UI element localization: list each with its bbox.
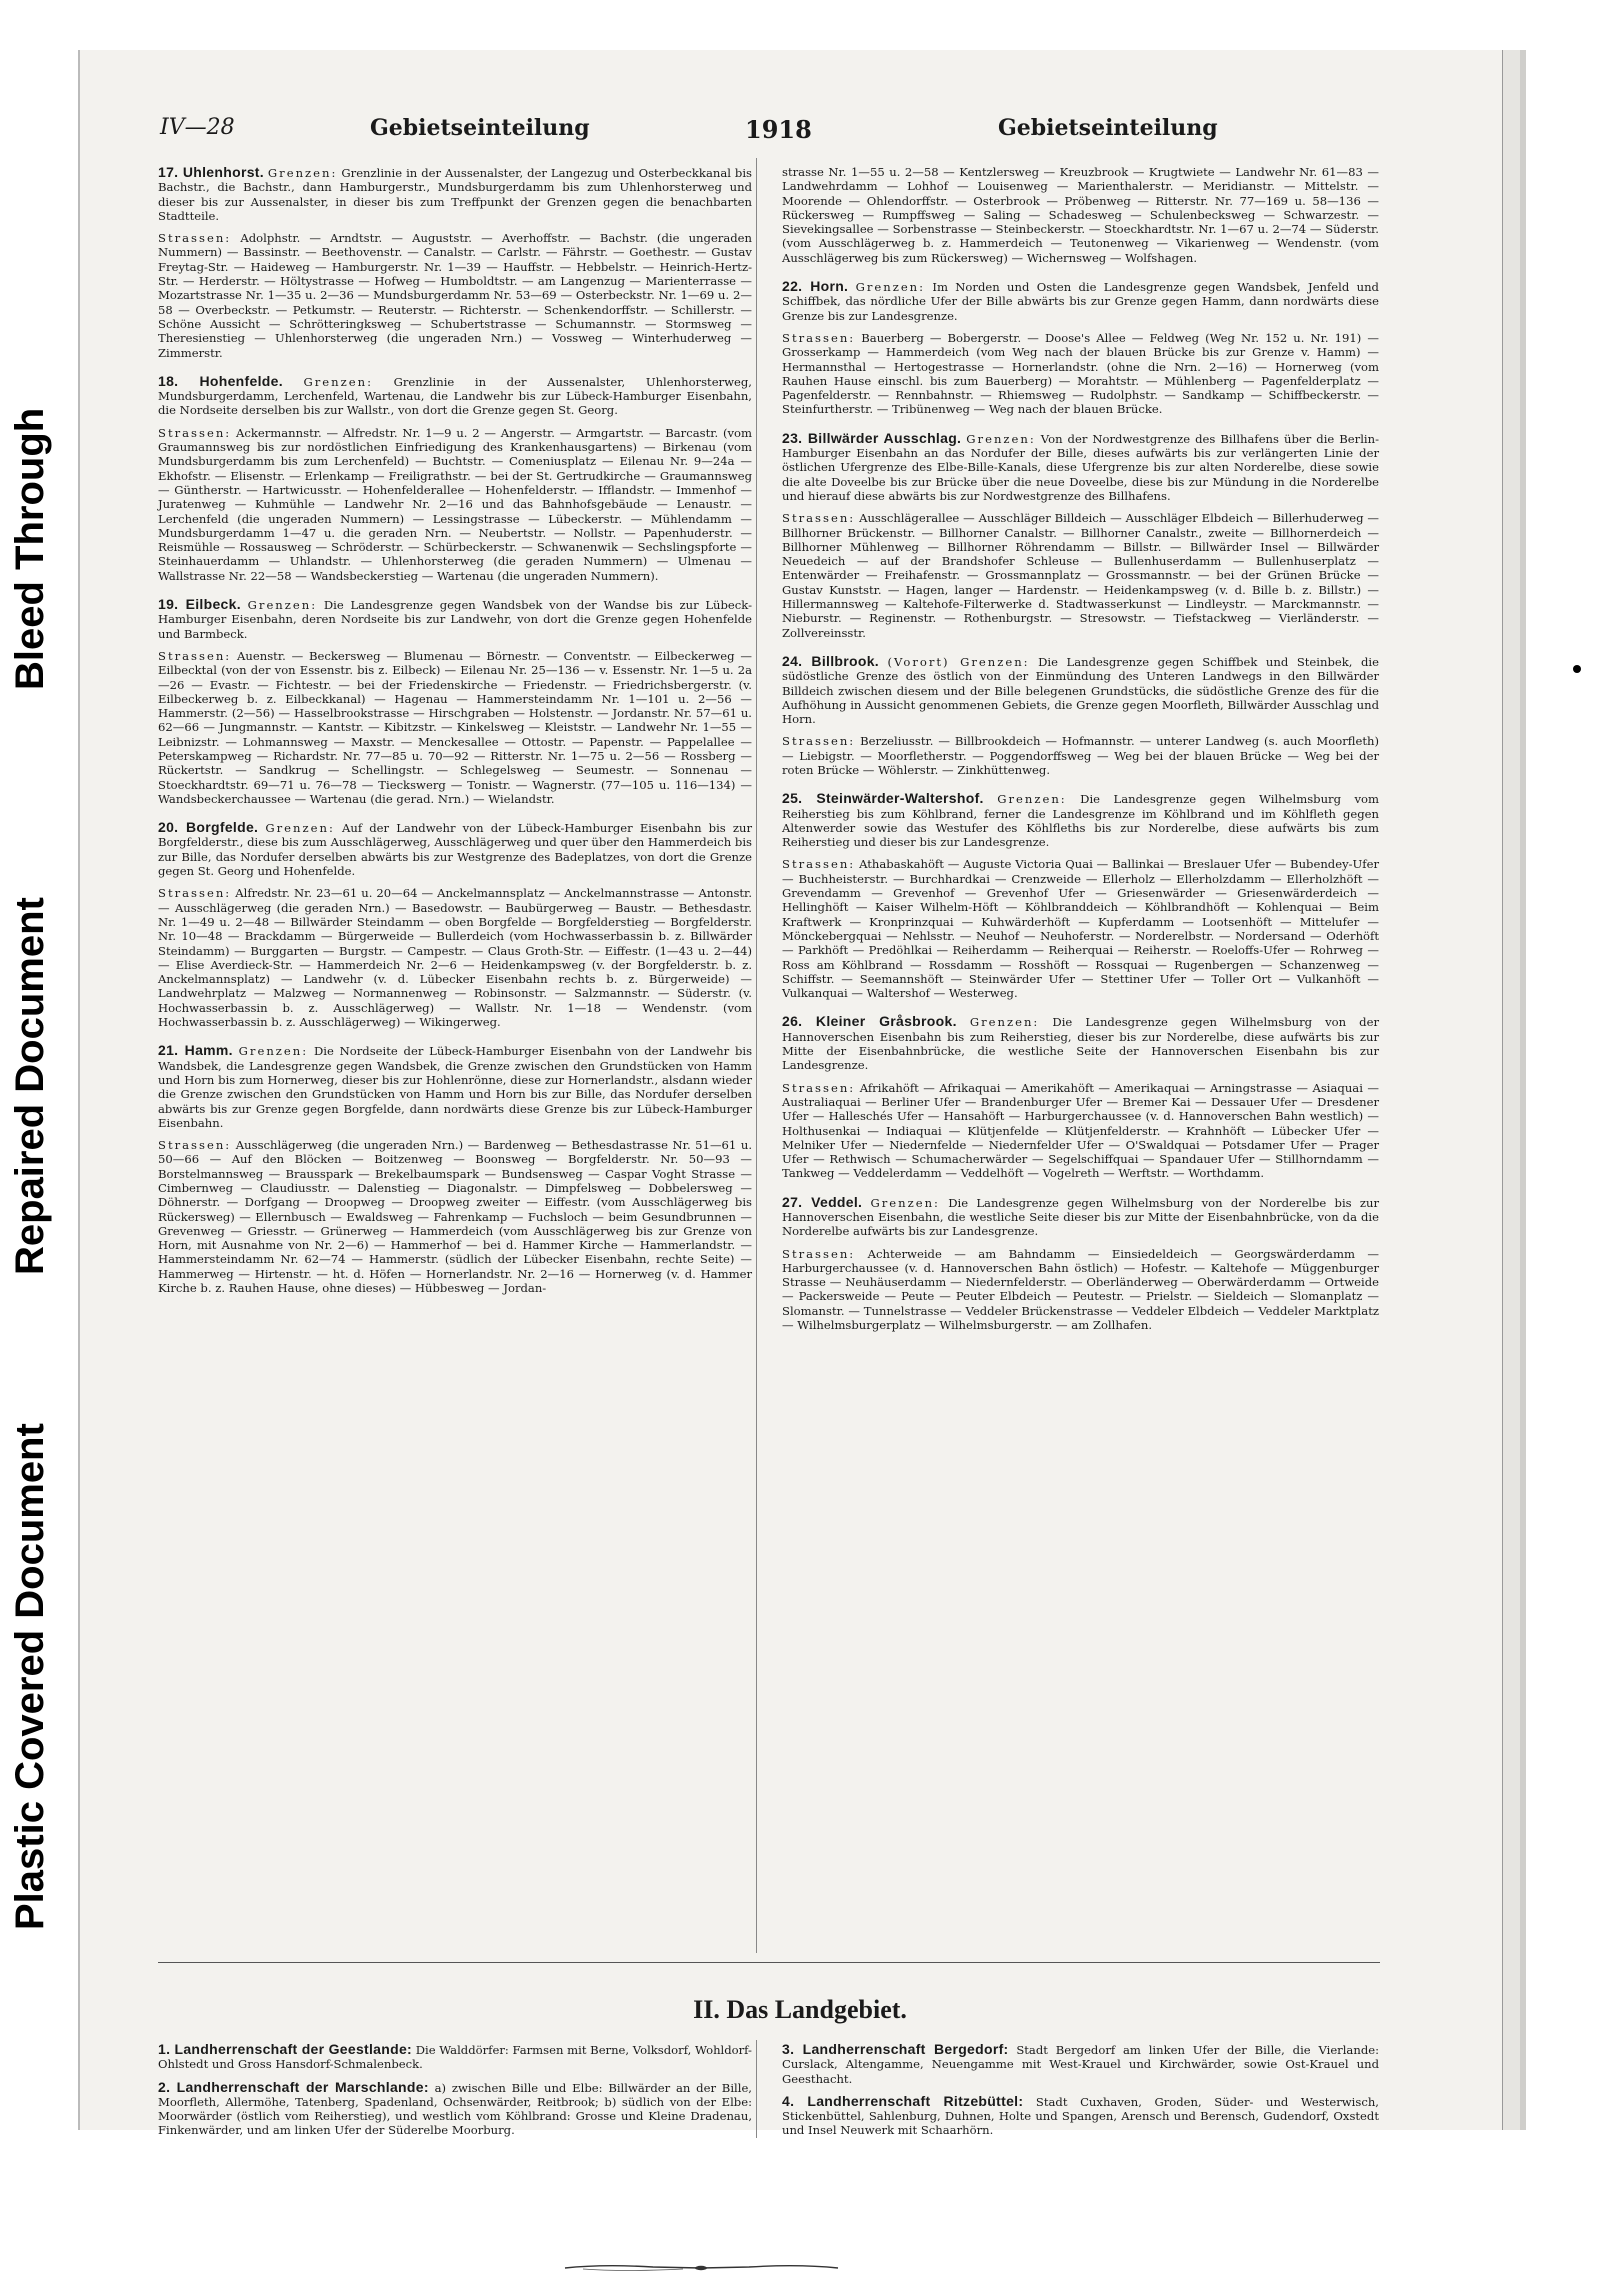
section-title: 23. Billwärder Ausschlag. — [782, 429, 962, 446]
section-horn — [782, 279, 1379, 417]
scan-mark — [1573, 665, 1581, 673]
strassen-label: Strassen: — [782, 1080, 856, 1095]
grenzen-label: Grenzen: — [238, 1044, 309, 1059]
grenzen-label: Grenzen: — [870, 1195, 940, 1210]
grenzen-text: Die Landesgrenze gegen Wandsbek von der Wandse bis zur Lübeck-Hamburger Eisenbahn, deren Nordseite bis zur Landwehr, von dort die Grenze gegen Hohenfelde und Barmbeck. — [158, 598, 753, 641]
landgebiet-right-column — [782, 2042, 1379, 2146]
landherrenschaft-text: a) zwischen Bille und Elbe: Billwärder an der Bille, Moorfleth, Allermöhe, Tatenberg, Spadenland, Ochsenwärder, Reitbrook; b) südlich von der Elbe: Moorwärder (östlich vom Reiherstieg), und westlich vom Köhlbrand: Grosse und Kleine Dradenau, Finkenwärder, und am linken Ufer der Süderelbe Moorburg. — [158, 2080, 752, 2138]
page-number: IV—28 — [160, 115, 235, 140]
grenzen-text: Die Landesgrenze gegen Wilhelmsburg von der Norderelbe bis zur Hannoverschen Eisenbahn, die westliche Seite dieser bis zur Mitte der Eisenbahnbrücke, von da die Norderelbe aufwärts bis zur Landesgrenze. — [782, 1195, 1379, 1239]
strassen-text: Ausschlägerallee — Ausschläger Billdeich — Ausschläger Elbdeich — Billerhuderweg — Billhorner Brückenstr. — Billhorner Canalstr. — Billhorner Canalstr., zweite — Billhornerdeich — Billhorner Mühlenweg — Billhorner Röhrendamm — Billstr. — Billwärder Insel — Billwärder Neuedeich — auf der Brandshofer Schleuse — Bullenhuserdamm — Bullenhuserplatz — Entenwärder — Freihafenstr. — Grossmannplatz — Grossmannstr. — bei der Grünen Brücke — Gustav Kunststr. — Hagen, langer — Hardenstr. — Heidenkampsweg (v. d. Bille b. z. Billstr.) — Hillermannsweg — Kaltehofe-Filterwerke d. Stadtwasserkunst — Lindleystr. — Marckmannstr. — Nieburstr. — Reginenstr. — Rothenburgstr. — Stresowstr. — Tiefstackweg — Vierländerstr. — Zollvereinsstr. — [782, 511, 1379, 640]
strassen-label: Strassen: — [782, 734, 856, 749]
strassen-text: Afrikahöft — Afrikaquai — Amerikahöft — Amerikaquai — Arningstrasse — Asiaquai — Australiaquai — Berliner Ufer — Brandenburger Ufer — Bremer Kai — Dessauer Ufer — Dresdener Ufer — Halleschés Ufer — Hansahöft — Harburgerchaussee (v. d. Hannoverschen Bahn westlich) — Holthusenkai — Indiaquai — Klütjenfelde — Klütjenfelderstr. — Krahnhöft — Lübecker Ufer — Melniker Ufer — Niedernfelde — Niedernfelder Ufer — O'Swaldquai — Potsdamer Ufer — Prager Ufer — Rethwisch — Schumacherwärder — Segelschiffquai — Spandauer Ufer — Stillhorndamm — Tankweg — Veddelerdamm — Veddelhöft — Vogelreth — Werftstr. — Worthdamm. — [782, 1080, 1380, 1181]
section-title: 27. Veddel. — [782, 1193, 863, 1210]
section-title: 21. Hamm. — [158, 1042, 233, 1059]
grenzen-text: Die Landesgrenze gegen Schiffbek und Steinbek, die südöstliche Grenze des östlich von der Einmündung des Unteren Landwegs in den Billwärder Billdeich zwischen diesem und der Bille belegenen Grundstücks, die südöstliche Grenze des für die Aufhöhung in Aussicht genommenen Gebiets, die Grenze gegen Moorfleth, Billwärder Ausschlag und Horn. — [782, 654, 1379, 727]
section-veddel — [782, 1195, 1379, 1333]
section-title: 26. Kleiner Gråsbrook. — [782, 1013, 957, 1030]
section-steinwaerder-waltershof — [782, 791, 1379, 1000]
grenzen-label: Grenzen: — [969, 1015, 1040, 1030]
strassen-text: Berzeliusstr. — Billbrookdeich — Hofmannstr. — unterer Landweg (s. auch Moorfleth) — Liebigstr. — Moorfletherstr. — Poggendorffsweg — Weg bei der blauen Brücke — Weg bei der roten Brücke — Wöhlerstr. — Zinkhüttenweg. — [782, 734, 1380, 777]
grenzen-text: Im Norden und Osten die Landesgrenze gegen Wandsbek, Jenfeld und Schiffbek, das nördliche Ufer der Bille abwärts bis zur Grenze gegen Hamm, dann nordwärts diese Grenze bis zur Landesgrenze. — [782, 280, 1379, 323]
section-billbrook — [782, 654, 1379, 777]
section-hohenfelde — [158, 374, 752, 583]
landherrenschaft-text: Die Walddörfer: Farmsen mit Berne, Volksdorf, Wohldorf-Ohlstedt und Gross Hansdorf-Schmalenbeck. — [158, 2043, 752, 2072]
strassen-label: Strassen: — [158, 886, 232, 901]
page-header — [160, 115, 1218, 145]
strassen-label: Strassen: — [782, 1246, 856, 1261]
section-rule — [158, 1962, 1380, 1963]
section-title: 18. Hohenfelde. — [158, 372, 283, 389]
landherrenschaft-ritzebuettel — [782, 2094, 1379, 2138]
strassen-label: Strassen: — [782, 330, 856, 345]
side-note-plastic: Plastic Covered Document — [8, 1423, 52, 1930]
grenzen-text: Auf der Landwehr von der Lübeck-Hamburger Eisenbahn bis zur Borgfelderstr., diese bis zum Ausschlägerweg, Ausschlägerweg und quer über den Hammerdeich bis zur Bille, das Nordufer derselben abwärts bis zur Westgrenze des Badeplatzes, von dort die Grenze gegen St. Georg und Hohenfelde. — [158, 821, 753, 879]
landherrenschaft-text: Stadt Bergedorf am linken Ufer der Bille, die Vierlande: Curslack, Altengamme, Neuengamme mit West-Krauel und Kirchwärder, sowie Ost-Krauel und Geesthacht. — [782, 2043, 1380, 2086]
landherrenschaft-bergedorf — [782, 2042, 1379, 2086]
landherrenschaft-geestlande — [158, 2042, 752, 2072]
page-edge-shadow — [1520, 50, 1526, 2130]
landherrenschaft-marschlande — [158, 2080, 752, 2138]
grenzen-text: Grenzlinie in der Aussenalster, Uhlenhorsterweg, Mundsburgerdamm, Lerchenfeld, Wartenau, die Landwehr bis zur Lübeck-Hamburger Eisenbahn, die Nordseite derselben bis zur Wallstr., von dort die Grenze gegen St. Georg. — [158, 374, 752, 418]
grenzen-label: Grenzen: — [966, 431, 1036, 446]
landherrenschaft-title: 3. Landherrenschaft Bergedorf: — [782, 2041, 1009, 2057]
strassen-text: Alfredstr. Nr. 23—61 u. 20—64 — Anckelmannsplatz — Anckelmannstrasse — Antonstr. — Ausschlägerweg (die geraden Nrn.) — Basedowstr. — Baubürgerweg — Baustr. — Bethesdastr. Nr. 1—49 u. 2—48 — Billwärder Steindamm — oben Borgfelde — Borgfelderstieg — Borgfelderstr. Nr. 10—48 — Brackdamm — Bürgerweide — Bullerdeich (vom Hochwasserbassin b. z. Billwärder Steindamm) — Burggarten — Burgstr. — Campestr. — Claus Groth-Str. — Eiffestr. (1—43 u. 2—44) — Elise Averdieck-Str. — Hammerdeich Nr. 2—6 — Heidenkampsweg (v. der Borgfelderstr. b. z. Anckelmannsplatz) — Landwehr (v. d. Lübecker Eisenbahn rechts b. z. Bürgerweide) — Landwehrplatz — Malzweg — Normannenweg — Robinsonstr. — Salzmannstr. — Süderstr. (v. Hochwasserbassin b. z. Ausschlägerweg) — Wallstr. Nr. 1—18 — Wendenstr. (vom Hochwasserbassin b. z. Ausschlägerweg) — Wikingerweg. — [158, 886, 753, 1030]
grenzen-label: Grenzen: — [267, 166, 338, 180]
section-hamm — [158, 1043, 752, 1295]
strassen-text: Adolphstr. — Arndtstr. — Auguststr. — Averhoffstr. — Bachstr. (die ungeraden Nummern) — Bassinstr. — Beethovenstr. — Canalstr. — Carlstr. — Fährstr. — Goethestr. — Gustav Freytag-Str. — Haideweg — Hamburgerstr. Nr. 1—39 — Hauffstr. — Hebbelstr. — Heinrich-Hertz-Str. — Herderstr. — Höltystrasse — Hofweg — Humboldtstr. — am Langenzug — Marienterrasse — Mozartstrasse Nr. 1—35 u. 2—36 — Mundsburgerdamm Nr. 53—69 — Osterbeckstr. Nr. 1—69 u. 2—58 — Overbeckstr. — Petkumstr. — Reuterstr. — Richterstr. — Schenkendorffstr. — Schillerstr. — Schöne Aussicht — Schrötteringksweg — Schubertstrasse — Schumannstr. — Stormsweg — Theresienstieg — Uhlenhorsterweg (die ungeraden Nrn.) — Vossweg — Winterhuderweg — Zimmerstr. — [158, 231, 753, 360]
strassen-label: Strassen: — [158, 231, 232, 246]
running-title-left: Gebietseinteilung — [370, 115, 590, 141]
section-title: 25. Steinwärder-Waltershof. — [782, 790, 984, 807]
strassen-label: Strassen: — [158, 1138, 232, 1153]
grenzen-label: (Vorort) Grenzen: — [887, 654, 1030, 669]
landherrenschaft-title: 2. Landherrenschaft der Marschlande: — [158, 2078, 429, 2095]
section-hamm-continued — [782, 165, 1379, 265]
ornament-divider-icon — [563, 2262, 840, 2274]
section-kleiner-grasbrook — [782, 1014, 1379, 1180]
strassen-text: Auenstr. — Beckersweg — Blumenau — Börnestr. — Conventstr. — Eilbeckerweg — Eilbecktal (von der von Essenstr. bis z. Eilbeck) — Eilenau Nr. 25—136 — v. Essenstr. Nr. 1—5 u. 2a—26 — Evastr. — Fichtestr. — bei der Friedenskirche — Friedenstr. — Friedrichsbergerstr. (v. Eilbeckerweg b. z. Eilbeckkanal) — Hagenau — Hammersteindamm Nr. 1—101 u. 2—56 — Hammerstr. (2—56) — Hasselbrookstrasse — Hirschgraben — Holstenstr. — Jordanstr. Nr. 57—61 u. 62—66 — Jungmannstr. — Kantstr. — Kibitzstr. — Kinkelsweg — Kleiststr. — Landwehr Nr. 1—55 — Leibnizstr. — Lohmannsweg — Maxstr. — Menckesallee — Ottostr. — Papenstr. — Pappelallee — Peterskampweg — Richardstr. Nr. 77—85 u. 70—92 — Ritterstr. Nr. 1—75 u. 2—56 — Rossberg — Rückertstr. — Sandkrug — Schellingstr. — Schlegelsweg — Seumestr. — Sonnenau — Stoeckhardtstr. 69—71 u. 76—78 — Tieckswerg — Tonistr. — Wagnerstr. (77—105 u. 116—134) — Wandsbeckerchaussee — Wartenau (die gerad. Nrn.) — Wielandstr. — [158, 648, 753, 806]
grenzen-text: Die Landesgrenze gegen Wilhelmsburg von der Hannoverschen Eisenbahn bis zum Reiherstieg, dieser bis zur Norderelbe, diese aufwärts bis zur Mitte der Eisenbahnbrücke, die westliche Seite der Hannoverschen Eisenbahn bis zur Landesgrenze. — [782, 1015, 1380, 1073]
section-eilbeck — [158, 597, 752, 806]
strassen-label: Strassen: — [158, 648, 232, 663]
strassen-text: Ackermannstr. — Alfredstr. Nr. 1—9 u. 2 — Angerstr. — Armgartstr. — Barcastr. (vom Graumannsweg bis zur nordöstlichen Einfriedigung des Krankenhausgartens) — Birkenau (vom Mundsburgerdamm bis zum Lerchenfeld) — Buchtstr. — Comeniusplatz — Eilenau Nr. 9—24a — Ekhofstr. — Elisenstr. — Erlenkamp — Freiligrathstr. — bei der St. Gertrudkirche — Graumannsweg — Güntherstr. — Hartwicusstr. — Hohenfelderallee — Hohenfelderstr. — Ifflandstr. — Immenhof — Juratenweg — Kuhmühle — Landwehr Nr. 2—16 und das Bahnhofsgebäude — Lenaustr. — Lerchenfeld (die ungeraden Nummern) — Lessingstrasse — Lübeckerstr. — Mühlendamm — Mundsburgerdamm 1—47 u. die geraden Nrn. — Neubertstr. — Nollstr. — Papenhuderstr. — Reismühle — Rossausweg — Schröderstr. — Schürbeckerstr. — Schwanenwik — Sechslingspforte — Steinhauerdamm — Uhlandstr. — Uhlenhorsterweg (die geraden Nummern) — Ulmenau — Wallstrasse Nr. 22—58 — Wandsbeckerstieg — Wartenau (die ungeraden Nummern). — [158, 425, 753, 583]
left-column — [158, 165, 752, 1309]
section-borgfelde — [158, 820, 752, 1029]
strassen-label: Strassen: — [782, 511, 856, 526]
page-edge — [1502, 50, 1521, 2130]
section-title: 17. Uhlenhorst. — [158, 164, 264, 180]
running-title-right: Gebietseinteilung — [998, 115, 1218, 141]
grenzen-label: Grenzen: — [855, 280, 926, 295]
landherrenschaft-text: Stadt Cuxhaven, Groden, Süder- und Westerwisch, Stickenbüttel, Sahlenburg, Duhnen, Holte und Spangen, Arensch und Berensch, Gudendorf, Oxstedt und Insel Neuwerk mit Schaarhörn. — [782, 2094, 1379, 2138]
column-divider — [756, 158, 757, 1953]
section-title: 22. Horn. — [782, 278, 849, 295]
landherrenschaft-title: 4. Landherrenschaft Ritzebüttel: — [782, 2092, 1024, 2109]
strassen-text: Ausschlägerweg (die ungeraden Nrn.) — Bardenweg — Bethesdastrasse Nr. 51—61 u. 50—66 — Auf den Blöcken — Boitzenweg — Boonsweg — Borgfelderstr. Nr. 50—93 — Borstelmannsweg — Brausspark — Brekelbaumspark — Bundsensweg — Caspar Voght Strasse — Cimbernweg — Claudiusstr. — Dalenstieg — Diagonalstr. — Dimpfelsweg — Dobbelersweg — Döhnerstr. — Dorfgang — Droopweg — Droopweg zweiter — Eiffestr. (vom Ausschlägerweg bis Rückersweg) — Ellernbusch — Ewaldsweg — Fahrenkamp — Fuchsloch — beim Gesundbrunnen — Grevenweg — Griesstr. — Grünerweg — Hammerdeich (vom Ausschlägerweg bis zur Grenze von Horn, mit Ausnahme von Nr. 2—6) — Hammerhof — bei d. Hammer Kirche — Hammerlandstr. — Hammersteindamm Nr. 62—74 — Hammerstr. (südlich der Lübecker Eisenbahn, rechte Seite) — Hammerweg — Hirtenstr. — ht. d. Höfen — Hornerlandstr. Nr. 2—16 — Hornerweg (v. d. Hammer Kirche b. z. Rauhen Hause, ohne dieses) — Hübbesweg — Jordan- — [158, 1138, 753, 1296]
grenzen-label: Grenzen: — [997, 792, 1067, 807]
grenzen-label: Grenzen: — [247, 598, 318, 613]
side-note-bleed: Bleed Through — [8, 407, 52, 690]
strassen-label: Strassen: — [158, 425, 232, 440]
side-notes — [0, 0, 62, 2177]
landgebiet-title: II. Das Landgebiet. — [693, 1995, 907, 2024]
strassen-text: Athabaskahöft — Auguste Victoria Quai — Ballinkai — Breslauer Ufer — Bubendey-Ufer — Buchheisterstr. — Burchhardkai — Crenzweide — Ellerholz — Ellerholzdamm — Ellerholzhöft — Grevendamm — Grevenhof — Grevenhof Ufer — Griesenwärder — Griesenwärderdeich — Hellinghöft — Kaiser Wilhelm-Höft — Köhlbranddeich — Köhlbrandhöft — Kohlenquai — Beim Kraftwerk — Kronprinzquai — Kuhwärderhöft — Kupferdamm — Lootsenhöft — Mittelufer — Mönckebergquai — Nehlsstr. — Neuhof — Neuhoferstr. — Norderelbstr. — Nordersand — Oderhöft — Parkhöft — Predöhlkai — Reiherdamm — Reiherquai — Reiherstr. — Roeloffs-Ufer — Rohrweg — Ross am Köhlbrand — Rossdamm — Rosshöft — Rossquai — Rugenbergen — Schanzenweg — Schiffstr. — Seemannshöft — Steinwärder Ufer — Stettiner Ufer — Toller Ort — Vulkanhöft — Vulkanquai — Waltershof — Westerweg. — [782, 857, 1379, 1001]
page-year: 1918 — [745, 115, 812, 144]
side-note-repaired: Repaired Document — [8, 897, 52, 1275]
landherrenschaft-title: 1. Landherrenschaft der Geestlande: — [158, 2041, 413, 2057]
landgebiet-left-column — [158, 2042, 752, 2146]
section-title: 20. Borgfelde. — [158, 819, 259, 836]
right-column — [782, 165, 1379, 1346]
section-title: 19. Eilbeck. — [158, 596, 241, 613]
section-title: 24. Billbrook. — [782, 652, 879, 669]
strassen-text: Bauerberg — Bobergerstr. — Doose's Allee — Feldweg (Weg Nr. 152 u. Nr. 191) — Grosserkamp — Hammerdeich (vom Weg nach der blauen Brücke bis zur Grenze v. Hamm) — Hermannsthal — Hertogestrasse — Hornerlandstr. (ohne die Nrn. 2—16) — Hornerweg (vom Rauhen Hause einschl. bis zum Bauerberg) — Morahtstr. — Mühlenberg — Pagenfelderplatz — Pagenfelderstr. — Rennbahnstr. — Rhiemsweg — Rudolphstr. — Sandkamp — Schiffbeckerstr. — Steinfurtherstr. — Tribünenweg — Weg nach der blauen Brücke. — [782, 330, 1379, 417]
section-uhlenhorst — [158, 165, 752, 360]
strassen-label: Strassen: — [782, 857, 856, 872]
grenzen-text: Die Nordseite der Lübeck-Hamburger Eisenbahn von der Landwehr bis Wandsbek, die Landesgrenze gegen Wandsbek, die Grenze zwischen den Grundstücken von Hamm und Horn bis zum Hornerweg, dieser bis zur Hohlenrönne, diese zur Hornerlandstr., alsdann wieder die Grenze zwischen den Grundstücken von Hamm und Horn bis zur Bille, das Nordufer derselben abwärts bis zur Grenze gegen Borgfelde, dann nordwärts diese Grenze bis zur Lübeck-Hamburger Eisenbahn. — [158, 1044, 753, 1130]
section-billwaerder-ausschlag — [782, 431, 1379, 640]
strassen-text: strasse Nr. 1—55 u. 2—58 — Kentzlersweg — Kreuzbrook — Krugtwiete — Landwehr Nr. 61—83 — Landwehrdamm — Lohhof — Louisenweg — Marienthalerstr. — Meridianstr. — Mittelstr. — Moorende — Ohlendorffstr. — Osterbrook — Pröbenweg — Ritterstr. Nr. 77—169 u. 58—136 — Rückersweg — Rumpffsweg — Saling — Schadesweg — Schulenbecksweg — Schwarzestr. — Sievekingsallee — Sorbenstrasse — Steinbeckerstr. — Stoeckhardtstr. Nr. 1—67 u. 2—74 — Süderstr. (vom Ausschlägerweg b. z. Hammerdeich — Teutonenweg — Vikarienweg — Wendenstr. (vom Ausschlägerweg bis zum Rückersweg) — Wichernsweg — Wolfshagen. — [782, 165, 1379, 265]
strassen-text: Achterweide — am Bahndamm — Einsiedeldeich — Georgswärderdamm — Harburgerchaussee (v. d. Hannoverschen Bahn östlich) — Hofestr. — Kaltehofe — Müggenburger Strasse — Neuhäuserdamm — Niedernfelderstr. — Oberländerweg — Oberwärderdamm — Ortweide — Packersweide — Peute — Peuter Elbdeich — Peutestr. — Prielstr. — Sieldeich — Slomanplatz — Slomanstr. — Tunnelstrasse — Veddeler Brückenstrasse — Veddeler Elbdeich — Veddeler Marktplatz — Wilhelmsburgerplatz — Wilhelmsburgerstr. — am Zollhafen. — [782, 1246, 1379, 1333]
grenzen-label: Grenzen: — [265, 821, 335, 836]
grenzen-text: Die Landesgrenze gegen Wilhelmsburg vom Reiherstieg bis zum Köhlbrand, ferner die Landesgrenze im Köhlbrand und im Köhlfleth gegen Altenwerder sowie das Westufer des Köhlfleths bis zur Norderelbe, diese aufwärts bis zum Reiherstieg und dieser bis zur Landesgrenze. — [782, 792, 1379, 850]
grenzen-text: Von der Nordwestgrenze des Billhafens über die Berlin-Hamburger Eisenbahn an das Nordufer der Bille, dieses aufwärts bis zur verlängerten Linie der östlichen Ufergrenze des Elbe-Bille-Kanals, diese Ufergrenze bis zur alten Norderelbe, diese sowie die alte Doveelbe bis zur Brücke über die neue Doveelbe, diese bis zur Mündung in die Norderelbe und hierauf diese abwärts bis zur Nordwestgrenze des Billhafens. — [782, 431, 1380, 503]
grenzen-label: Grenzen: — [303, 374, 373, 389]
grenzen-text: Grenzlinie in der Aussenalster, der Langezug und Osterbeckkanal bis Bachstr., die Bachstr., dann Hamburgerstr., Mundsburgerdamm bis zum Uhlenhorsterweg und dieser bis zur Aussenalster, in dieser bis zum Treffpunkt der Grenzen gegen die benachbarten Stadtteile. — [158, 166, 752, 223]
landgebiet-column-divider — [756, 2040, 757, 2138]
